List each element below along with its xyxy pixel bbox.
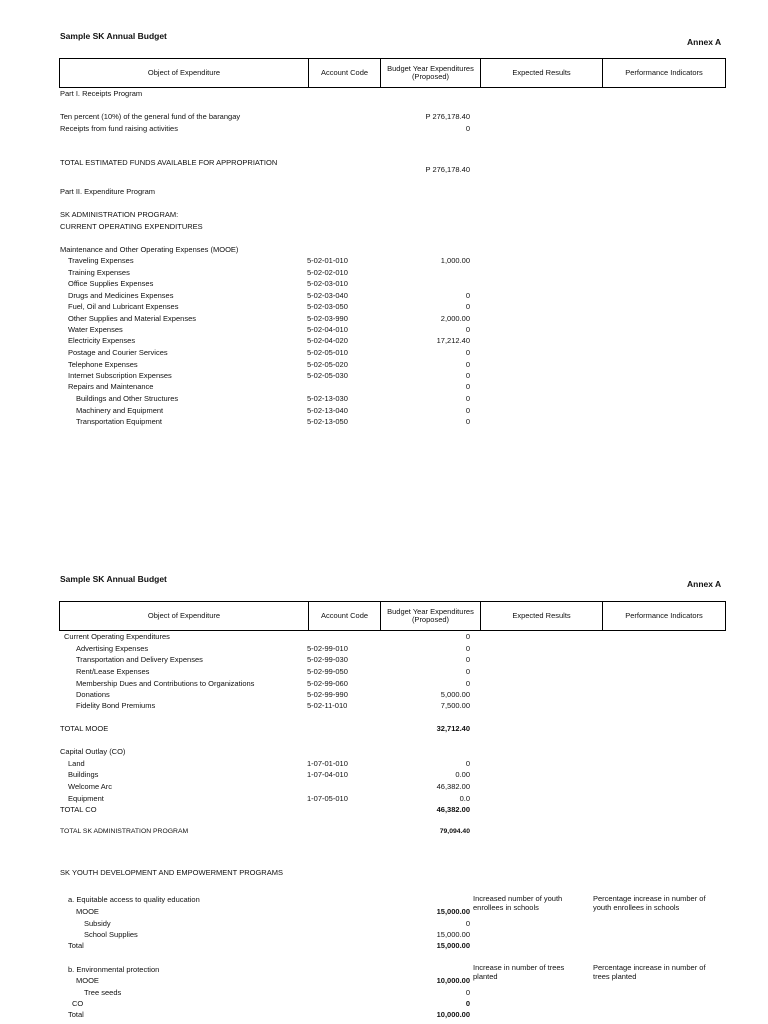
row-label: Postage and Courier Services xyxy=(68,348,168,357)
row-amount: 15,000.00 xyxy=(436,941,470,950)
expected-result-text: enrollees in schools xyxy=(473,903,539,912)
expected-result-text: Increase in number of trees xyxy=(473,963,565,972)
col-expected-results: Expected Results xyxy=(481,59,603,88)
row-label: Fuel, Oil and Lubricant Expenses xyxy=(68,302,179,311)
row-amount: 0 xyxy=(465,655,470,664)
row-amount: 5,000.00 xyxy=(440,690,470,699)
row-label: Tree seeds xyxy=(84,988,122,997)
row-label: Buildings and Other Structures xyxy=(76,394,179,403)
row-amount: 7,500.00 xyxy=(440,701,470,710)
row-amount: 0.0 xyxy=(459,794,470,803)
row-amount: 0 xyxy=(465,999,470,1008)
performance-indicator-text: Percentage increase in number of xyxy=(593,963,706,972)
row-amount: 0 xyxy=(465,679,470,688)
row-label: Repairs and Maintenance xyxy=(68,382,154,391)
row-label: Transportation and Delivery Expenses xyxy=(76,655,203,664)
row-account-code: 5-02-13-050 xyxy=(307,417,348,426)
row-amount: 0 xyxy=(465,394,470,403)
expected-result-text: planted xyxy=(473,972,498,981)
row-label: Rent/Lease Expenses xyxy=(76,667,150,676)
row-amount: P 276,178.40 xyxy=(425,165,470,174)
row-label: Transportation Equipment xyxy=(76,417,163,426)
row-amount: 17,212.40 xyxy=(436,336,470,345)
row-account-code: 5-02-04-020 xyxy=(307,336,348,345)
row-amount: 0 xyxy=(465,291,470,300)
row-amount: 0 xyxy=(465,382,470,391)
row-label: Traveling Expenses xyxy=(68,256,134,265)
row-label: Receipts from fund raising activities xyxy=(60,124,178,133)
row-label: School Supplies xyxy=(84,930,138,939)
row-account-code: 5-02-05-020 xyxy=(307,360,348,369)
row-label: TOTAL ESTIMATED FUNDS AVAILABLE FOR APPROPRIATION xyxy=(60,158,278,167)
row-label: Electricity Expenses xyxy=(68,336,136,345)
column-header-table-page2 xyxy=(59,601,726,631)
row-amount: 0 xyxy=(465,644,470,653)
row-label: Buildings xyxy=(68,770,99,779)
row-amount: 1,000.00 xyxy=(440,256,470,265)
col-budget-year: Budget Year Expenditures (Proposed) xyxy=(381,59,481,88)
row-amount: 0 xyxy=(465,759,470,768)
row-account-code: 5-02-04-010 xyxy=(307,325,348,334)
col-budget-year: Budget Year Expenditures (Proposed) xyxy=(381,602,481,631)
row-amount: 79,094.40 xyxy=(439,828,470,835)
row-account-code: 5-02-03-040 xyxy=(307,291,348,300)
row-label: MOOE xyxy=(76,976,99,985)
row-label: SK ADMINISTRATION PROGRAM: xyxy=(60,210,179,219)
row-label: Ten percent (10%) of the general fund of the barangay xyxy=(60,112,241,121)
row-amount: 2,000.00 xyxy=(440,314,470,323)
row-label: Welcome Arc xyxy=(68,782,113,791)
row-account-code: 5-02-03-010 xyxy=(307,279,348,288)
row-account-code: 1-07-01-010 xyxy=(307,759,348,768)
row-account-code: 5-02-13-040 xyxy=(307,406,348,415)
row-label: Capital Outlay (CO) xyxy=(60,747,126,756)
row-label: Telephone Expenses xyxy=(68,360,138,369)
row-label: Maintenance and Other Operating Expenses (MOOE) xyxy=(60,245,239,254)
annex-label-page1: Annex A xyxy=(687,37,722,47)
row-label: Training Expenses xyxy=(68,268,130,277)
row-amount: 15,000.00 xyxy=(436,907,470,916)
col-performance-indicators: Performance Indicators xyxy=(603,59,726,88)
row-label: Fidelity Bond Premiums xyxy=(76,701,156,710)
row-account-code: 1-07-04-010 xyxy=(307,770,348,779)
row-amount: 0 xyxy=(465,919,470,928)
row-label: Machinery and Equipment xyxy=(76,406,164,415)
col-account-code: Account Code xyxy=(309,602,381,631)
row-label: CO xyxy=(72,999,84,1008)
row-label: Office Supplies Expenses xyxy=(68,279,154,288)
column-header-table-page1 xyxy=(59,58,726,88)
col-performance-indicators: Performance Indicators xyxy=(603,602,726,631)
row-label: SK YOUTH DEVELOPMENT AND EMPOWERMENT PROGRAMS xyxy=(60,868,283,877)
row-amount: 0 xyxy=(465,325,470,334)
row-label: TOTAL CO xyxy=(60,805,97,814)
row-label: Total xyxy=(68,1010,84,1019)
row-amount: 32,712.40 xyxy=(436,724,470,733)
row-account-code: 5-02-99-010 xyxy=(307,644,348,653)
col-object-of-expenditure: Object of Expenditure xyxy=(60,602,309,631)
col-account-code: Account Code xyxy=(309,59,381,88)
row-label: Total xyxy=(68,941,84,950)
row-amount: 46,382.00 xyxy=(436,805,470,814)
row-label: Drugs and Medicines Expenses xyxy=(68,291,174,300)
row-amount: 0 xyxy=(465,360,470,369)
row-account-code: 5-02-05-010 xyxy=(307,348,348,357)
row-label: Internet Subscription Expenses xyxy=(68,371,172,380)
col-expected-results: Expected Results xyxy=(481,602,603,631)
row-amount: 0 xyxy=(465,988,470,997)
row-label: Subsidy xyxy=(84,919,111,928)
row-label: CURRENT OPERATING EXPENDITURES xyxy=(60,222,203,231)
row-account-code: 5-02-99-030 xyxy=(307,655,348,664)
row-label: Current Operating Expenditures xyxy=(64,632,170,641)
row-label: a. Equitable access to quality education xyxy=(68,895,200,904)
row-account-code: 5-02-99-060 xyxy=(307,679,348,688)
row-label: Land xyxy=(68,759,85,768)
row-amount: 46,382.00 xyxy=(436,782,470,791)
col-object-of-expenditure: Object of Expenditure xyxy=(60,59,309,88)
row-amount: 0 xyxy=(465,371,470,380)
row-account-code: 5-02-13-030 xyxy=(307,394,348,403)
row-label: b. Environmental protection xyxy=(68,965,160,974)
row-amount: 10,000.00 xyxy=(436,976,470,985)
row-amount: 0 xyxy=(465,348,470,357)
row-label: Membership Dues and Contributions to Organizations xyxy=(76,679,255,688)
row-amount: 0 xyxy=(465,667,470,676)
row-account-code: 5-02-03-050 xyxy=(307,302,348,311)
expected-result-text: Increased number of youth xyxy=(473,894,563,903)
row-amount: 0.00 xyxy=(455,770,470,779)
row-label: Water Expenses xyxy=(68,325,123,334)
row-account-code: 5-02-01-010 xyxy=(307,256,348,265)
performance-indicator-text: Percentage increase in number of xyxy=(593,894,706,903)
row-label: TOTAL SK ADMINISTRATION PROGRAM xyxy=(60,828,189,835)
doc-title-page2: Sample SK Annual Budget xyxy=(60,574,167,584)
row-amount: 15,000.00 xyxy=(436,930,470,939)
row-account-code: 5-02-05-030 xyxy=(307,371,348,380)
row-amount: 0 xyxy=(465,417,470,426)
row-label: Other Supplies and Material Expenses xyxy=(68,314,196,323)
performance-indicator-text: youth enrollees in schools xyxy=(593,903,680,912)
row-label: MOOE xyxy=(76,907,99,916)
row-account-code: 5-02-02-010 xyxy=(307,268,348,277)
row-account-code: 5-02-03-990 xyxy=(307,314,348,323)
row-amount: 0 xyxy=(465,124,470,133)
row-amount: P 276,178.40 xyxy=(425,112,470,121)
row-amount: 0 xyxy=(465,632,470,641)
performance-indicator-text: trees planted xyxy=(593,972,637,981)
annex-label-page2: Annex A xyxy=(687,579,722,589)
row-label: Advertising Expenses xyxy=(76,644,149,653)
row-account-code: 5-02-99-990 xyxy=(307,690,348,699)
row-account-code: 5-02-11-010 xyxy=(307,701,348,710)
row-amount: 10,000.00 xyxy=(436,1010,470,1019)
row-label: Donations xyxy=(76,690,110,699)
row-label: Part II. Expenditure Program xyxy=(60,187,156,196)
row-account-code: 1-07-05-010 xyxy=(307,794,348,803)
doc-title-page1: Sample SK Annual Budget xyxy=(60,31,167,41)
row-amount: 0 xyxy=(465,406,470,415)
row-label: Equipment xyxy=(68,794,104,803)
row-account-code: 5-02-99-050 xyxy=(307,667,348,676)
row-label: TOTAL MOOE xyxy=(60,724,109,733)
row-amount: 0 xyxy=(465,302,470,311)
row-label: Part I. Receipts Program xyxy=(60,89,143,98)
